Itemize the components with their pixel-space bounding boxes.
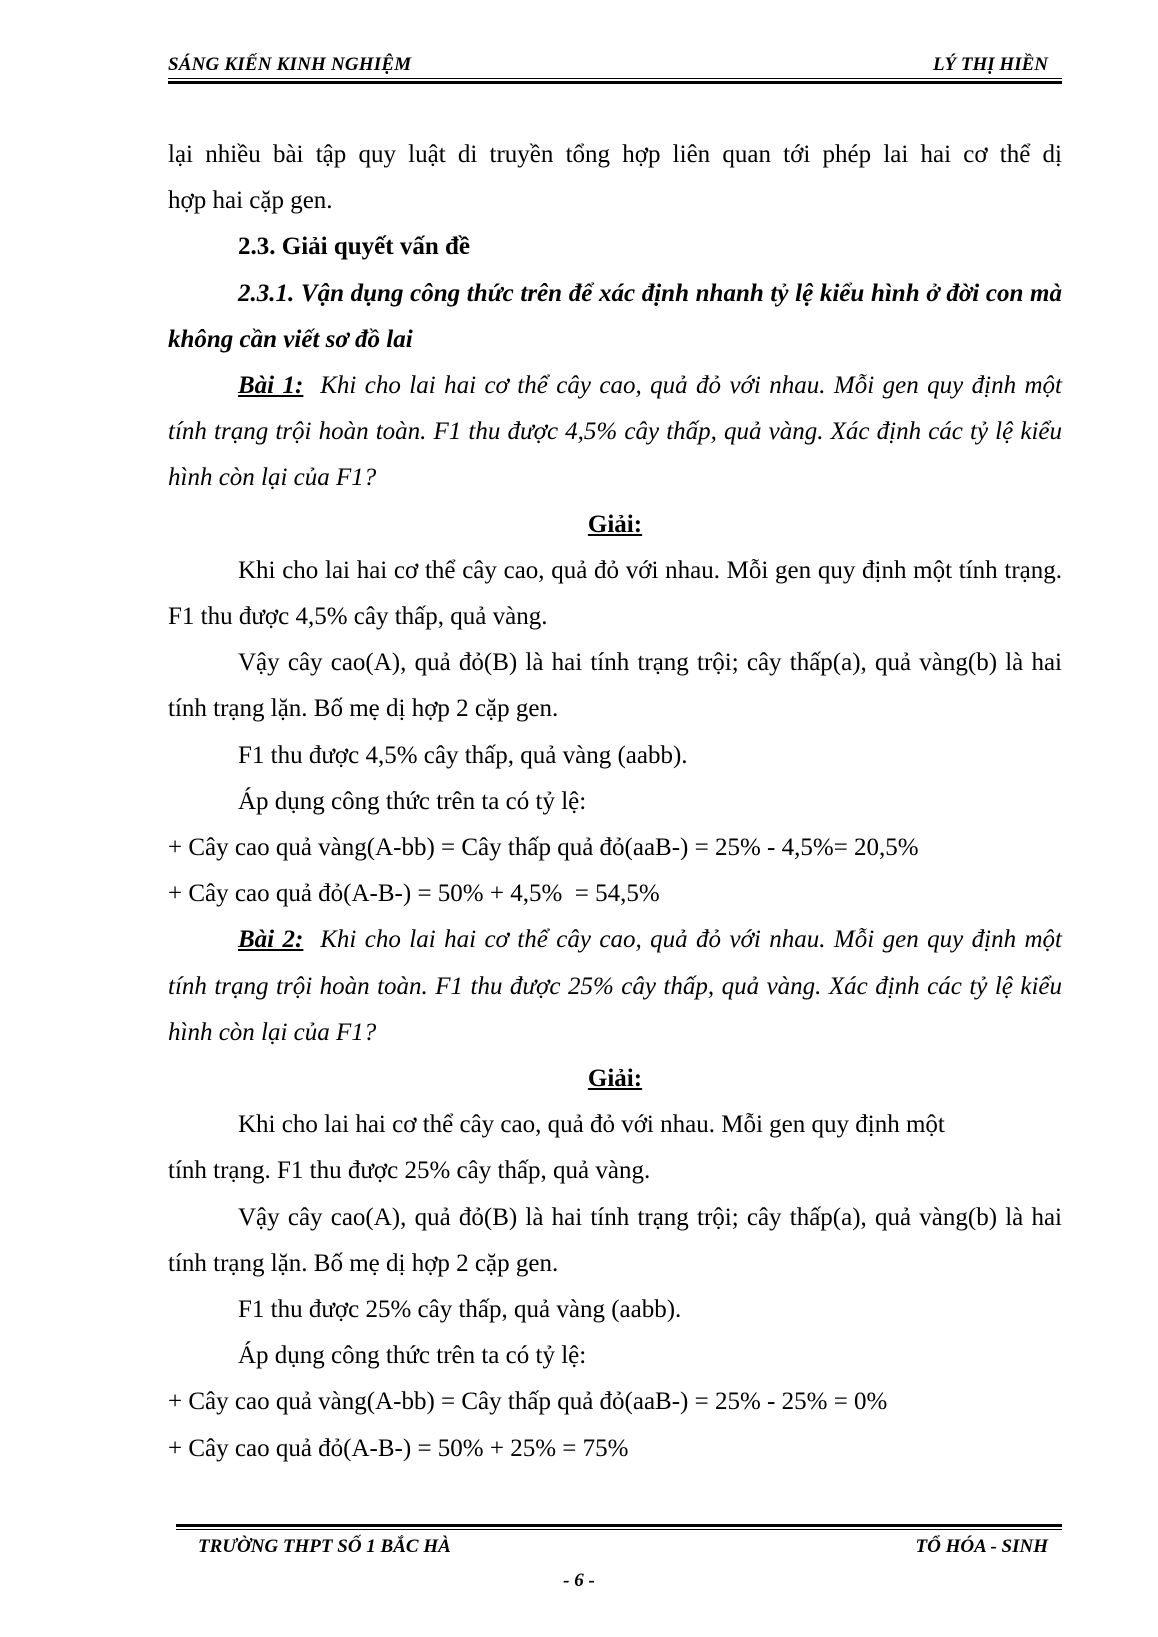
intro-line-1: lại nhiều bài tập quy luật di truyền tổng hợp liên quan tới phép lai hai cơ thể dị [168, 141, 1062, 168]
exercise-1-label: Bài 1: [238, 372, 304, 400]
document-body [168, 132, 1062, 1472]
section-heading: 2.3. Giải quyết vấn đề [238, 233, 470, 261]
footer-rule-thick [176, 1524, 1062, 1527]
exercise-1-solution-title: Giải: [587, 510, 643, 538]
exercise-1-question [168, 363, 1062, 502]
header-rule-thick [168, 81, 1062, 84]
header-title: SÁNG KIẾN KINH NGHIỆM [168, 54, 412, 75]
footer-department: TỔ HÓA - SINH [915, 1536, 1048, 1557]
exercise-2-para-2: Vậy cây cao(A), quả đỏ(B) là hai tính trạng trội; cây thấp(a), quả vàng(b) là hai tính trạng lặn. Bố mẹ dị hợp 2 cặp gen. [168, 1203, 1062, 1277]
footer-rule-thin [176, 1529, 1062, 1530]
exercise-2-para-1-line-1: Khi cho lai hai cơ thể cây cao, quả đỏ với nhau. Mỗi gen quy định một [238, 1111, 945, 1139]
exercise-2-label: Bài 2: [238, 926, 304, 954]
exercise-2-solution-title: Giải: [587, 1065, 643, 1093]
exercise-2-para-1-line-2: tính trạng. F1 thu được 25% cây thấp, quả vàng. [168, 1157, 651, 1185]
exercise-1-para-1: Khi cho lai hai cơ thể cây cao, quả đỏ với nhau. Mỗi gen quy định một tính trạng. F1 thu được 4,5% cây thấp, quả vàng. [168, 556, 1062, 631]
page-number: - 6 - [563, 1570, 595, 1591]
exercise-1-result-1: + Cây cao quả vàng(A-bb) = Cây thấp quả đỏ(aaB-) = 25% - 4,5%= 20,5% [168, 834, 919, 862]
intro-line-2: hợp hai cặp gen. [168, 187, 333, 215]
exercise-1-para-2: Vậy cây cao(A), quả đỏ(B) là hai tính trạng trội; cây thấp(a), quả vàng(b) là hai tính trạng lặn. Bố mẹ dị hợp 2 cặp gen. [168, 649, 1062, 723]
exercise-2-para-3: F1 thu được 25% cây thấp, quả vàng (aabb). [238, 1296, 682, 1324]
header-rule-thin [168, 78, 1062, 79]
exercise-1-para-3: F1 thu được 4,5% cây thấp, quả vàng (aabb). [238, 741, 688, 769]
exercise-2-question [168, 917, 1062, 1056]
exercise-1-result-2: + Cây cao quả đỏ(A-B-) = 50% + 4,5% = 54,5% [168, 880, 660, 908]
header-author: LÝ THỊ HIỀN [932, 54, 1048, 75]
exercise-2-para-4: Áp dụng công thức trên ta có tỷ lệ: [238, 1342, 587, 1370]
exercise-1-para-4: Áp dụng công thức trên ta có tỷ lệ: [238, 787, 587, 815]
footer-school: TRƯỜNG THPT SỐ 1 BẮC HÀ [198, 1536, 451, 1557]
exercise-1-question-text: Khi cho lai hai cơ thể cây cao, quả đỏ với nhau. Mỗi gen quy định một tính trạng trội hoàn toàn. F1 thu được 4,5% cây thấp, quả vàng. Xác định các tỷ lệ kiểu hình còn lại của F1? [168, 372, 1063, 492]
exercise-2-result-1: + Cây cao quả vàng(A-bb) = Cây thấp quả đỏ(aaB-) = 25% - 25% = 0% [168, 1388, 888, 1416]
subsection-heading: 2.3.1. Vận dụng công thức trên để xác định nhanh tỷ lệ kiểu hình ở đời con mà không cần viết sơ đồ lai [168, 279, 1062, 353]
exercise-2-question-text: Khi cho lai hai cơ thể cây cao, quả đỏ với nhau. Mỗi gen quy định một tính trạng trội hoàn toàn. F1 thu được 25% cây thấp, quả vàng. Xác định các tỷ lệ kiểu hình còn lại của F1? [168, 926, 1063, 1046]
exercise-2-result-2: + Cây cao quả đỏ(A-B-) = 50% + 25% = 75% [168, 1434, 629, 1462]
